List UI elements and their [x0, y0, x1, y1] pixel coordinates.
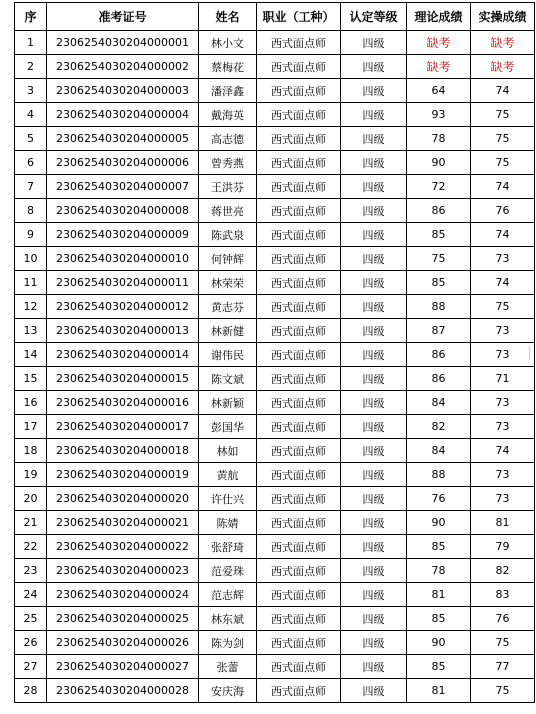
level-cell: 四级 — [341, 679, 407, 703]
exam-id-cell: 2306254030204000006 — [47, 151, 199, 175]
table-row — [15, 295, 535, 319]
theory-score-cell: 81 — [407, 583, 471, 607]
theory-score-cell: 84 — [407, 391, 471, 415]
seq-cell: 23 — [15, 559, 47, 583]
occupation-cell: 西式面点师 — [257, 103, 341, 127]
occupation-cell: 西式面点师 — [257, 487, 341, 511]
practical-score-cell: 74 — [471, 175, 535, 199]
level-cell: 四级 — [341, 31, 407, 55]
occupation-cell: 西式面点师 — [257, 343, 341, 367]
seq-cell: 2 — [15, 55, 47, 79]
occupation-cell: 西式面点师 — [257, 79, 341, 103]
theory-score-cell: 88 — [407, 463, 471, 487]
level-cell: 四级 — [341, 439, 407, 463]
theory-score-cell: 87 — [407, 319, 471, 343]
theory-score-cell: 93 — [407, 103, 471, 127]
occupation-cell: 西式面点师 — [257, 655, 341, 679]
table-row — [15, 199, 535, 223]
theory-score-cell: 86 — [407, 367, 471, 391]
name-cell: 范爱珠 — [199, 559, 257, 583]
name-cell: 谢伟民 — [199, 343, 257, 367]
practical-score-cell: 71 — [471, 367, 535, 391]
name-cell: 安庆海 — [199, 679, 257, 703]
practical-score-cell: 75 — [471, 127, 535, 151]
table-row — [15, 655, 535, 679]
name-cell: 范志辉 — [199, 583, 257, 607]
level-cell: 四级 — [341, 391, 407, 415]
exam-id-cell: 2306254030204000024 — [47, 583, 199, 607]
practical-score-cell: 74 — [471, 79, 535, 103]
table-row — [15, 679, 535, 703]
practical-score-cell: 74 — [471, 223, 535, 247]
seq-cell: 9 — [15, 223, 47, 247]
occupation-cell: 西式面点师 — [257, 607, 341, 631]
theory-score-cell: 64 — [407, 79, 471, 103]
occupation-cell: 西式面点师 — [257, 319, 341, 343]
exam-id-cell: 2306254030204000021 — [47, 511, 199, 535]
practical-score-cell: 83 — [471, 583, 535, 607]
table-row — [15, 367, 535, 391]
seq-cell: 1 — [15, 31, 47, 55]
seq-cell: 3 — [15, 79, 47, 103]
practical-score-cell: 73 — [471, 391, 535, 415]
seq-cell: 25 — [15, 607, 47, 631]
level-cell: 四级 — [341, 535, 407, 559]
seq-cell: 24 — [15, 583, 47, 607]
exam-id-cell: 2306254030204000019 — [47, 463, 199, 487]
seq-cell: 21 — [15, 511, 47, 535]
level-cell: 四级 — [341, 55, 407, 79]
practical-score-cell: 73 — [471, 343, 535, 367]
table-row — [15, 175, 535, 199]
name-cell: 陈婧 — [199, 511, 257, 535]
name-cell: 张舒琦 — [199, 535, 257, 559]
practical-score-cell: 76 — [471, 199, 535, 223]
name-cell: 林荣荣 — [199, 271, 257, 295]
theory-score-cell: 85 — [407, 271, 471, 295]
name-cell: 王洪芬 — [199, 175, 257, 199]
practical-score-cell: 73 — [471, 487, 535, 511]
theory-score-cell: 75 — [407, 247, 471, 271]
seq-cell: 19 — [15, 463, 47, 487]
table-row — [15, 631, 535, 655]
level-cell: 四级 — [341, 559, 407, 583]
level-cell: 四级 — [341, 343, 407, 367]
level-cell: 四级 — [341, 367, 407, 391]
seq-cell: 26 — [15, 631, 47, 655]
table-row — [15, 511, 535, 535]
seq-cell: 16 — [15, 391, 47, 415]
practical-score-cell: 75 — [471, 679, 535, 703]
exam-id-cell: 2306254030204000011 — [47, 271, 199, 295]
occupation-cell: 西式面点师 — [257, 295, 341, 319]
table-row — [15, 127, 535, 151]
name-cell: 林新健 — [199, 319, 257, 343]
exam-id-cell: 2306254030204000007 — [47, 175, 199, 199]
col-exam-id-header: 准考证号 — [47, 3, 199, 31]
practical-score-cell: 缺考 — [471, 31, 535, 55]
exam-id-cell: 2306254030204000009 — [47, 223, 199, 247]
practical-score-cell: 74 — [471, 271, 535, 295]
occupation-cell: 西式面点师 — [257, 511, 341, 535]
exam-id-cell: 2306254030204000013 — [47, 319, 199, 343]
level-cell: 四级 — [341, 319, 407, 343]
exam-id-cell: 2306254030204000003 — [47, 79, 199, 103]
name-cell: 戴海英 — [199, 103, 257, 127]
theory-score-cell: 86 — [407, 343, 471, 367]
practical-score-cell: 73 — [471, 415, 535, 439]
level-cell: 四级 — [341, 607, 407, 631]
exam-id-cell: 2306254030204000012 — [47, 295, 199, 319]
occupation-cell: 西式面点师 — [257, 55, 341, 79]
exam-id-cell: 2306254030204000008 — [47, 199, 199, 223]
exam-id-cell: 2306254030204000005 — [47, 127, 199, 151]
level-cell: 四级 — [341, 247, 407, 271]
occupation-cell: 西式面点师 — [257, 31, 341, 55]
seq-cell: 11 — [15, 271, 47, 295]
table-row — [15, 319, 535, 343]
level-cell: 四级 — [341, 271, 407, 295]
name-cell: 高志德 — [199, 127, 257, 151]
name-cell: 许仕兴 — [199, 487, 257, 511]
table-row — [15, 463, 535, 487]
seq-cell: 10 — [15, 247, 47, 271]
seq-cell: 27 — [15, 655, 47, 679]
table-row — [15, 607, 535, 631]
practical-score-cell: 缺考 — [471, 55, 535, 79]
name-cell: 陈为剑 — [199, 631, 257, 655]
occupation-cell: 西式面点师 — [257, 679, 341, 703]
theory-score-cell: 85 — [407, 535, 471, 559]
seq-cell: 4 — [15, 103, 47, 127]
header-row — [15, 3, 535, 31]
level-cell: 四级 — [341, 487, 407, 511]
practical-score-cell: 73 — [471, 247, 535, 271]
name-cell: 黄志芬 — [199, 295, 257, 319]
theory-score-cell: 缺考 — [407, 55, 471, 79]
occupation-cell: 西式面点师 — [257, 151, 341, 175]
seq-cell: 8 — [15, 199, 47, 223]
practical-score-cell: 77 — [471, 655, 535, 679]
practical-score-cell: 74 — [471, 439, 535, 463]
practical-score-cell: 75 — [471, 295, 535, 319]
scroll-edge-marker — [529, 346, 536, 360]
seq-cell: 20 — [15, 487, 47, 511]
exam-id-cell: 2306254030204000027 — [47, 655, 199, 679]
name-cell: 林东斌 — [199, 607, 257, 631]
name-cell: 黄航 — [199, 463, 257, 487]
table-row — [15, 271, 535, 295]
table-row — [15, 391, 535, 415]
theory-score-cell: 78 — [407, 127, 471, 151]
table-body — [15, 31, 535, 703]
name-cell: 林新颖 — [199, 391, 257, 415]
table-row — [15, 151, 535, 175]
table-row — [15, 415, 535, 439]
col-seq-header: 序 — [15, 3, 47, 31]
seq-cell: 5 — [15, 127, 47, 151]
name-cell: 曾秀燕 — [199, 151, 257, 175]
occupation-cell: 西式面点师 — [257, 127, 341, 151]
theory-score-cell: 缺考 — [407, 31, 471, 55]
col-practical-header: 实操成绩 — [471, 3, 535, 31]
theory-score-cell: 78 — [407, 559, 471, 583]
col-level-header: 认定等级 — [341, 3, 407, 31]
level-cell: 四级 — [341, 79, 407, 103]
table-row — [15, 247, 535, 271]
occupation-cell: 西式面点师 — [257, 175, 341, 199]
name-cell: 陈武泉 — [199, 223, 257, 247]
table-row — [15, 487, 535, 511]
name-cell: 陈文斌 — [199, 367, 257, 391]
practical-score-cell: 76 — [471, 607, 535, 631]
level-cell: 四级 — [341, 175, 407, 199]
theory-score-cell: 85 — [407, 223, 471, 247]
exam-id-cell: 2306254030204000020 — [47, 487, 199, 511]
practical-score-cell: 75 — [471, 631, 535, 655]
practical-score-cell: 75 — [471, 151, 535, 175]
practical-score-cell: 81 — [471, 511, 535, 535]
occupation-cell: 西式面点师 — [257, 631, 341, 655]
exam-id-cell: 2306254030204000014 — [47, 343, 199, 367]
seq-cell: 14 — [15, 343, 47, 367]
practical-score-cell: 73 — [471, 319, 535, 343]
theory-score-cell: 90 — [407, 631, 471, 655]
level-cell: 四级 — [341, 151, 407, 175]
exam-id-cell: 2306254030204000016 — [47, 391, 199, 415]
occupation-cell: 西式面点师 — [257, 415, 341, 439]
score-table — [14, 2, 535, 703]
practical-score-cell: 79 — [471, 535, 535, 559]
exam-id-cell: 2306254030204000025 — [47, 607, 199, 631]
name-cell: 何钟辉 — [199, 247, 257, 271]
occupation-cell: 西式面点师 — [257, 223, 341, 247]
theory-score-cell: 84 — [407, 439, 471, 463]
level-cell: 四级 — [341, 223, 407, 247]
table-row — [15, 31, 535, 55]
name-cell: 蔡梅花 — [199, 55, 257, 79]
practical-score-cell: 75 — [471, 103, 535, 127]
occupation-cell: 西式面点师 — [257, 391, 341, 415]
seq-cell: 7 — [15, 175, 47, 199]
exam-id-cell: 2306254030204000023 — [47, 559, 199, 583]
theory-score-cell: 88 — [407, 295, 471, 319]
exam-id-cell: 2306254030204000001 — [47, 31, 199, 55]
seq-cell: 13 — [15, 319, 47, 343]
exam-id-cell: 2306254030204000017 — [47, 415, 199, 439]
level-cell: 四级 — [341, 295, 407, 319]
seq-cell: 28 — [15, 679, 47, 703]
theory-score-cell: 76 — [407, 487, 471, 511]
theory-score-cell: 81 — [407, 679, 471, 703]
table-row — [15, 439, 535, 463]
level-cell: 四级 — [341, 463, 407, 487]
name-cell: 蒋世亮 — [199, 199, 257, 223]
occupation-cell: 西式面点师 — [257, 367, 341, 391]
occupation-cell: 西式面点师 — [257, 199, 341, 223]
exam-id-cell: 2306254030204000018 — [47, 439, 199, 463]
table-row — [15, 559, 535, 583]
exam-id-cell: 2306254030204000015 — [47, 367, 199, 391]
table-row — [15, 343, 535, 367]
level-cell: 四级 — [341, 127, 407, 151]
theory-score-cell: 86 — [407, 199, 471, 223]
practical-score-cell: 82 — [471, 559, 535, 583]
col-name-header: 姓名 — [199, 3, 257, 31]
col-theory-header: 理论成绩 — [407, 3, 471, 31]
level-cell: 四级 — [341, 631, 407, 655]
exam-id-cell: 2306254030204000010 — [47, 247, 199, 271]
name-cell: 潘泽鑫 — [199, 79, 257, 103]
table-row — [15, 103, 535, 127]
occupation-cell: 西式面点师 — [257, 559, 341, 583]
col-occupation-header: 职业（工种） — [257, 3, 341, 31]
seq-cell: 18 — [15, 439, 47, 463]
exam-id-cell: 2306254030204000002 — [47, 55, 199, 79]
exam-id-cell: 2306254030204000026 — [47, 631, 199, 655]
exam-id-cell: 2306254030204000022 — [47, 535, 199, 559]
table-row — [15, 583, 535, 607]
theory-score-cell: 85 — [407, 655, 471, 679]
level-cell: 四级 — [341, 415, 407, 439]
table-row — [15, 55, 535, 79]
name-cell: 林小文 — [199, 31, 257, 55]
practical-score-cell: 73 — [471, 463, 535, 487]
name-cell: 林如 — [199, 439, 257, 463]
theory-score-cell: 82 — [407, 415, 471, 439]
occupation-cell: 西式面点师 — [257, 583, 341, 607]
level-cell: 四级 — [341, 199, 407, 223]
theory-score-cell: 85 — [407, 607, 471, 631]
level-cell: 四级 — [341, 655, 407, 679]
exam-id-cell: 2306254030204000028 — [47, 679, 199, 703]
exam-id-cell: 2306254030204000004 — [47, 103, 199, 127]
seq-cell: 22 — [15, 535, 47, 559]
seq-cell: 17 — [15, 415, 47, 439]
level-cell: 四级 — [341, 103, 407, 127]
level-cell: 四级 — [341, 511, 407, 535]
occupation-cell: 西式面点师 — [257, 247, 341, 271]
seq-cell: 12 — [15, 295, 47, 319]
level-cell: 四级 — [341, 583, 407, 607]
occupation-cell: 西式面点师 — [257, 271, 341, 295]
occupation-cell: 西式面点师 — [257, 439, 341, 463]
theory-score-cell: 90 — [407, 511, 471, 535]
name-cell: 张蕾 — [199, 655, 257, 679]
occupation-cell: 西式面点师 — [257, 535, 341, 559]
seq-cell: 6 — [15, 151, 47, 175]
seq-cell: 15 — [15, 367, 47, 391]
table-row — [15, 79, 535, 103]
name-cell: 彭国华 — [199, 415, 257, 439]
table-row — [15, 223, 535, 247]
theory-score-cell: 90 — [407, 151, 471, 175]
table-row — [15, 535, 535, 559]
theory-score-cell: 72 — [407, 175, 471, 199]
occupation-cell: 西式面点师 — [257, 463, 341, 487]
